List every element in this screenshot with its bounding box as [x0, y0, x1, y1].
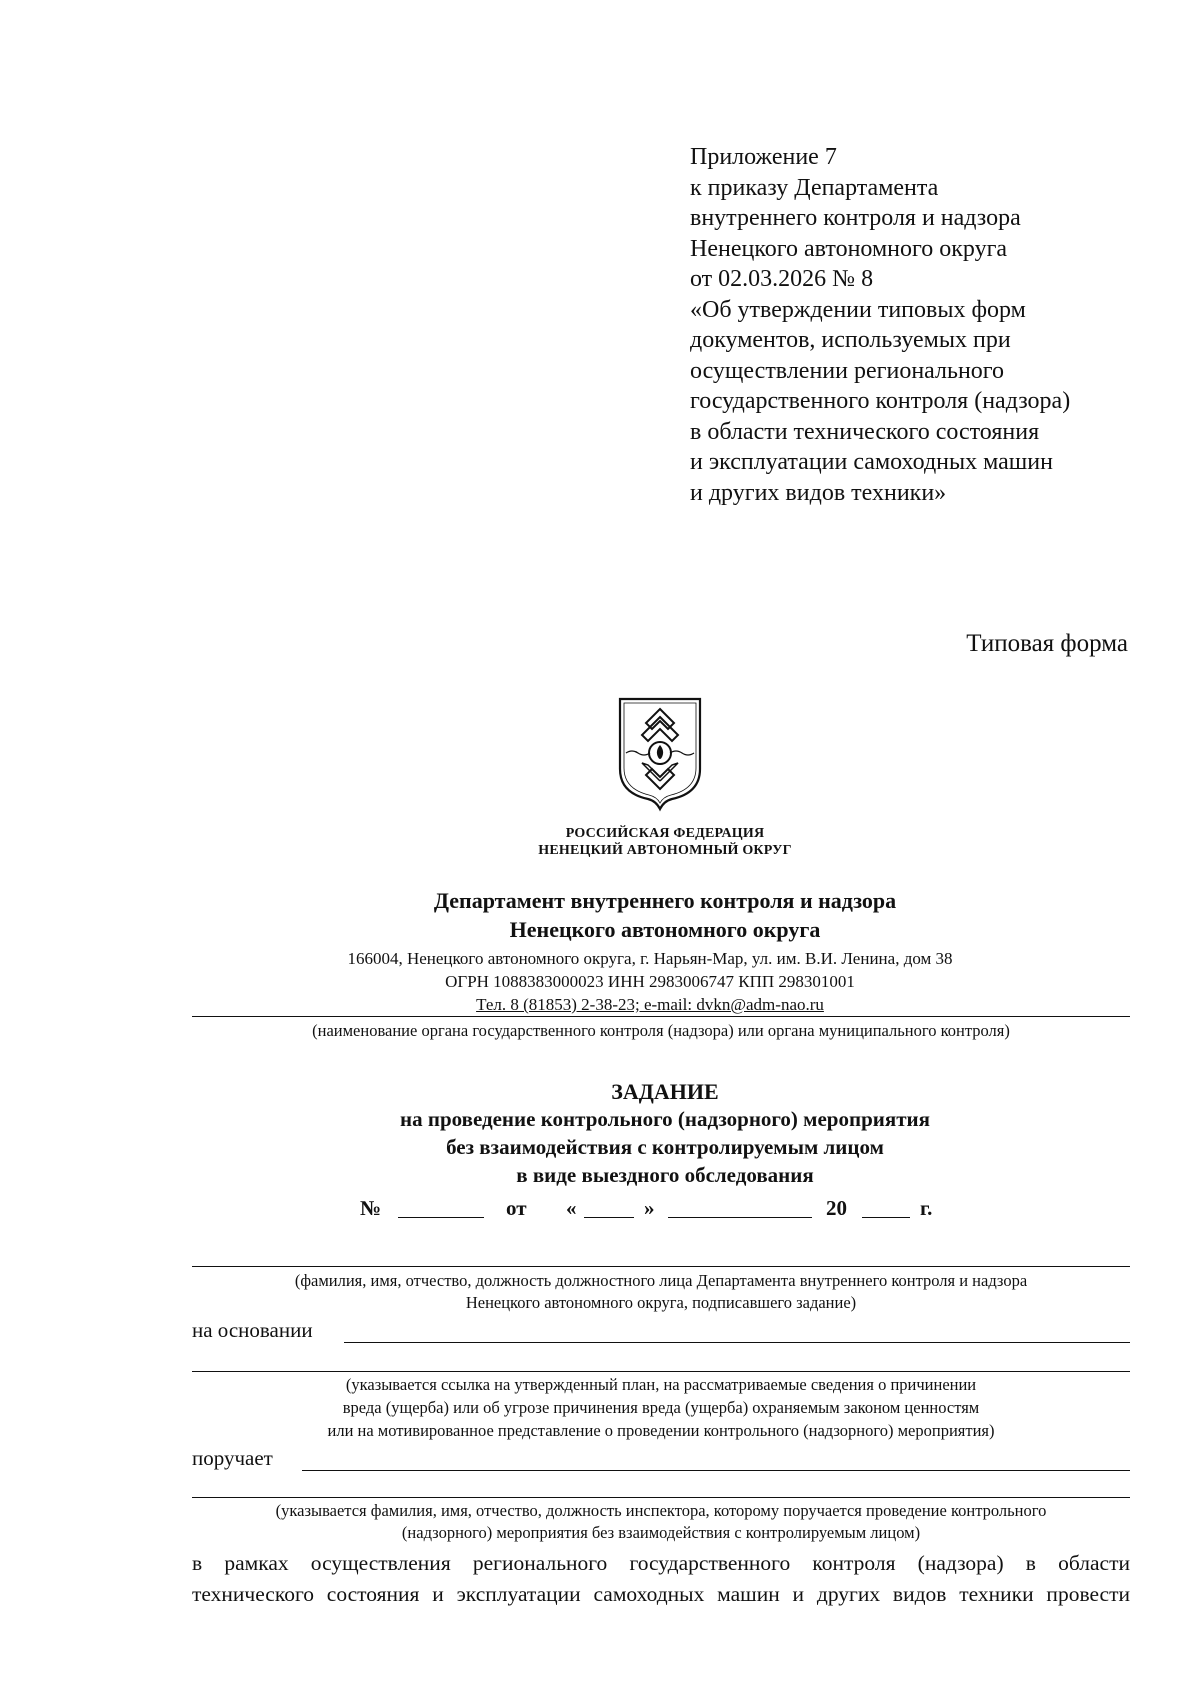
number-blank[interactable]	[398, 1217, 484, 1218]
authority-caption: (наименование органа государственного контроля (надзора) или органа муниципального контроля)	[312, 1021, 1010, 1040]
month-blank[interactable]	[668, 1217, 812, 1218]
assigns-label: поручает	[192, 1446, 273, 1470]
divider-line	[192, 1016, 1130, 1017]
country-name: РОССИЙСКАЯ ФЕДЕРАЦИЯ	[565, 826, 765, 841]
department-name-line1: Департамент внутреннего контроля и надзора	[433, 888, 897, 913]
official-caption-line2: Ненецкого автономного округа, подписавшего задание)	[465, 1293, 857, 1312]
appendix-line: документов, используемых при	[690, 327, 1011, 353]
appendix-line: от 02.03.2026 № 8	[690, 266, 874, 292]
assigns-line-2[interactable]	[192, 1497, 1130, 1498]
appendix-block	[690, 142, 1160, 508]
appendix-line: и других видов техники»	[690, 479, 947, 506]
appendix-line: Ненецкого автономного округа	[690, 235, 1008, 262]
assigns-line[interactable]	[302, 1470, 1130, 1471]
contacts-row	[0, 994, 1200, 1017]
appendix-line: государственного контроля (надзора)	[690, 388, 1071, 414]
official-line[interactable]	[192, 1266, 1130, 1267]
appendix-line: внутреннего контроля и надзора	[690, 205, 1021, 231]
date-from-label: от	[506, 1196, 527, 1220]
appendix-line: «Об утверждении типовых форм	[690, 296, 1026, 323]
number-sign: №	[360, 1196, 382, 1220]
year-prefix: 20	[826, 1196, 847, 1220]
quote-open: «	[566, 1196, 577, 1220]
basis-line[interactable]	[344, 1342, 1130, 1343]
appendix-line: в области технического состояния	[690, 418, 1040, 445]
department-name-line2: Ненецкого автономного округа	[509, 917, 821, 942]
basis-label: на основании	[192, 1318, 313, 1342]
basis-caption-line3: или на мотивированное представление о проведении контрольного (надзорного) мероприятия)	[327, 1421, 995, 1440]
document-title: ЗАДАНИЕ	[611, 1079, 719, 1104]
title-main-row	[0, 1078, 1200, 1107]
assigns-caption-line1: (указывается фамилия, имя, отчество, должность инспектора, которому поручается проведение контрольного	[275, 1501, 1047, 1520]
title-line2: на проведение контрольного (надзорного) мероприятия	[400, 1107, 930, 1131]
basis-caption-line2: вреда (ущерба) или об угрозе причинения вреда (ущерба) охраняемым законом ценностям	[342, 1398, 980, 1417]
body-paragraph	[192, 1548, 1130, 1610]
day-blank[interactable]	[584, 1217, 634, 1218]
coat-of-arms-icon	[616, 695, 704, 813]
basis-caption-line1: (указывается ссылка на утвержденный план, на рассматриваемые сведения о причинении	[345, 1375, 977, 1394]
title-line3: без взаимодействия с контролируемым лицом	[446, 1135, 884, 1159]
region-name: НЕНЕЦКИЙ АВТОНОМНЫЙ ОКРУГ	[538, 843, 792, 858]
department-contacts: Тел. 8 (81853) 2-38-23; e-mail: dvkn@adm-nao.ru	[476, 995, 824, 1014]
appendix-line: и эксплуатации самоходных машин	[690, 449, 1053, 475]
official-caption-line1: (фамилия, имя, отчество, должность должностного лица Департамента внутреннего контроля и надзора	[294, 1271, 1028, 1290]
form-type-label: Типовая форма	[966, 630, 1128, 657]
year-blank[interactable]	[862, 1217, 910, 1218]
quote-close: »	[644, 1196, 655, 1220]
year-suffix: г.	[920, 1196, 933, 1220]
department-registration: ОГРН 1088383000023 ИНН 2983006747 КПП 298301001	[445, 972, 855, 991]
appendix-line: к приказу Департамента	[690, 174, 939, 201]
appendix-line: осуществлении регионального	[690, 357, 1005, 384]
basis-line-2[interactable]	[192, 1371, 1130, 1372]
appendix-line: Приложение 7	[690, 144, 837, 170]
title-line4: в виде выездного обследования	[516, 1163, 814, 1187]
assigns-caption-line2: (надзорного) мероприятия без взаимодействия с контролируемым лицом)	[401, 1523, 921, 1542]
body-line1: в рамках осуществления регионального государственного контроля (надзора) в области	[192, 1551, 1130, 1575]
department-address: 166004, Ненецкого автономного округа, г. Нарьян-Мар, ул. им. В.И. Ленина, дом 38	[347, 949, 953, 968]
body-line2: технического состояния и эксплуатации самоходных машин и других видов техники провести	[192, 1582, 1130, 1606]
